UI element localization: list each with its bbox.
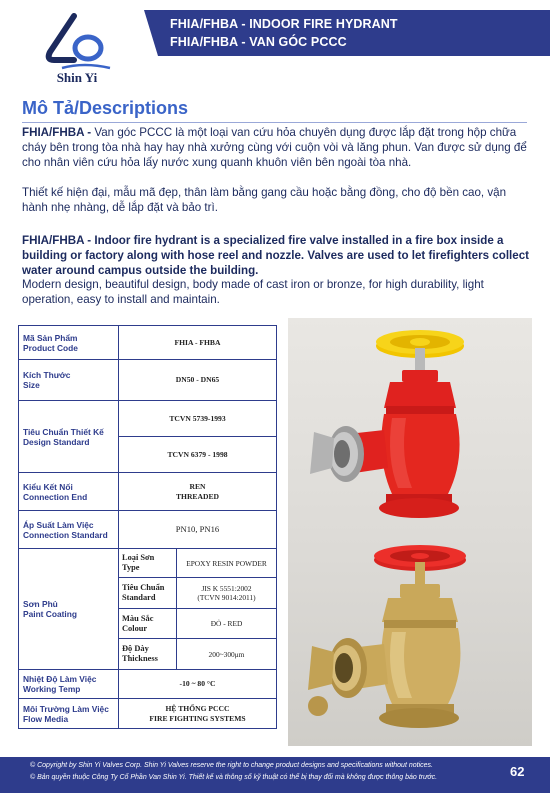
shin-yi-logo-icon [40,12,120,74]
label-vi: Độ Dày [122,644,149,653]
label-vi: Tiêu Chuẩn [122,583,165,592]
label-en: Working Temp [23,684,81,694]
spec-sublabel [119,549,177,578]
spec-sublabel [119,639,177,670]
spec-subvalue: EPOXY RESIN POWDER [177,549,277,578]
value-en: THREADED [175,491,220,501]
spec-sublabel [119,578,177,609]
label-en: Size [23,380,40,390]
spec-value [119,473,277,511]
label-vi: Sơn Phủ [23,599,58,609]
spec-subvalue: 200~300μm [177,639,277,670]
header-band [158,10,550,56]
footer-copyright-en: © Copyright by Shin Yi Valves Corp. Shin Yi Valves reserve the right to change product designs and specifications without notices. [30,762,433,769]
label-en: Thickness [122,654,158,663]
table-row [19,699,277,729]
spec-label [19,511,119,549]
label-vi: Kiểu Kết Nối [23,481,73,492]
product-photo [288,318,532,746]
spec-label [19,360,119,401]
spec-label [19,326,119,360]
spec-subvalue [177,578,277,609]
description-vi-lead: FHIA/FHBA - [22,126,95,139]
table-row [19,511,277,549]
label-vi: Màu Sắc [122,613,154,623]
fire-hydrant-valves-image [288,318,532,746]
label-en: Design Standard [23,436,90,447]
spec-label [19,549,119,670]
spec-value: PN10, PN16 [119,511,277,549]
label-en: Connection Standard [23,529,108,540]
footer-copyright-vi: © Bản quyền thuộc Công Ty Cổ Phần Van Shin Yi. Thiết kế và thông số kỹ thuật có thể bị thay đổi mà không được thông báo trước. [30,774,438,781]
description-en-lead: FHIA/FHBA - [22,234,95,247]
table-row [19,360,277,401]
page-number: 62 [510,764,525,779]
spec-label [19,473,119,511]
label-vi: Nhiệt Độ Làm Việc [23,674,97,684]
spec-value: TCVN 6379 - 1998 [119,437,277,473]
label-en: Product Code [23,342,78,353]
description-vi-body: Van góc PCCC là một loại van cứu hỏa chuyên dụng được lắp đặt trong hộp chữa cháy bên trong tòa nhà hay hay nhà xưởng cùng với cuộn vòi và lăng phun. Van được sử dụng để cho nhân viên cứu hỏa lấy nước xung quanh khuôn viên bên ngoài tòa nhà. [22,126,527,169]
value-en: FIRE FIGHTING SYSTEMS [149,713,246,723]
spec-value: -10 ~ 80 °C [119,670,277,699]
description-vi [22,126,532,170]
value-line-2: (TCVN 9014:2011) [197,593,256,602]
description-en [22,234,532,278]
table-row [19,326,277,360]
table-row [19,549,277,578]
section-title: Mô Tả/Descriptions [22,98,189,118]
spec-value: DN50 - DN65 [119,360,277,401]
label-en: Colour [122,623,148,633]
spec-value: TCVN 5739-1993 [119,401,277,437]
value-vi: HỆ THỐNG PCCC [165,704,230,713]
label-en: Connection End [23,491,88,502]
red-valve-icon [310,330,464,518]
description-en-body: Indoor fire hydrant is a specialized fire valve installed in a fire box inside a building or factory along with hose reel and nozzle. Valves are used to let firefighters collect water around campus outside the building. [22,234,530,277]
section-divider [22,122,527,123]
spec-subvalue: ĐỎ - RED [177,609,277,639]
label-vi: Kích Thước [23,370,71,380]
brass-valve-icon [308,545,466,728]
spec-value [119,699,277,729]
spec-value: FHIA - FHBA [119,326,277,360]
value-line-1: JIS K 5551:2002 [201,584,252,593]
label-en: Standard [122,593,156,602]
header-title-en: FHIA/FHBA - INDOOR FIRE HYDRANT [170,17,398,31]
spec-label [19,699,119,729]
spec-label [19,670,119,699]
label-vi: Loại Sơn [122,553,155,562]
header-title-vi: FHIA/FHBA - VAN GÓC PCCC [170,35,347,49]
spec-table [18,325,277,729]
description-en-features: Modern design, beautiful design, body made of cast iron or bronze, for high durability, light operation, easy to install and maintain. [22,278,484,306]
value-vi: REN [189,482,206,491]
label-vi: Mã Sản Phẩm [23,332,78,343]
spec-sublabel [119,609,177,639]
footer-band [0,757,550,793]
label-vi: Tiêu Chuẩn Thiết Kế [23,426,104,437]
description-vi-features: Thiết kế hiện đại, mẫu mã đẹp, thân làm bằng gang cầu hoặc bằng đồng, cho độ bền cao, vận hành nhẹ nhàng, dễ lắp đặt và bảo trì. [22,186,507,214]
label-vi: Áp Suất Làm Việc [23,519,94,530]
brand-name: Shin Yi [56,70,98,85]
table-row [19,401,277,437]
spec-label [19,401,119,473]
label-en: Flow Media [23,713,69,724]
table-row [19,670,277,699]
label-vi: Môi Trường Làm Việc [23,703,109,714]
table-row [19,473,277,511]
label-en: Paint Coating [23,609,77,619]
label-en: Type [122,563,140,572]
